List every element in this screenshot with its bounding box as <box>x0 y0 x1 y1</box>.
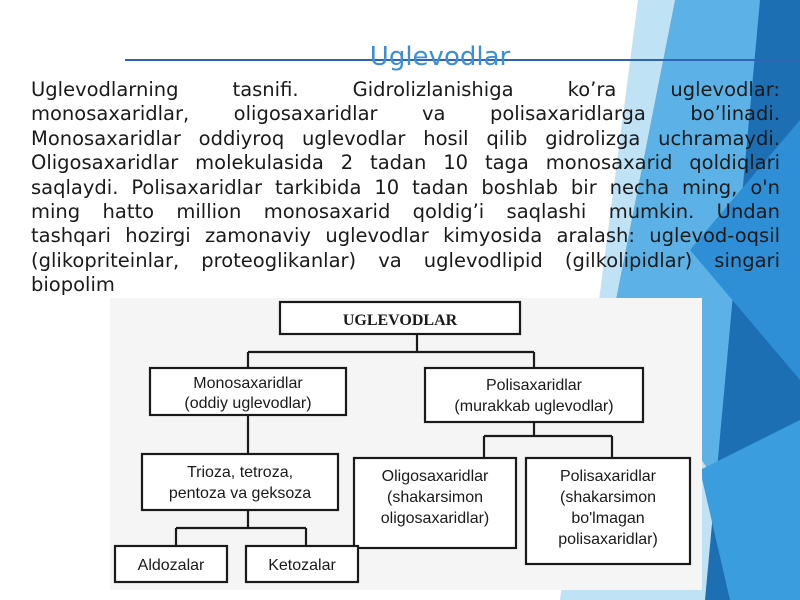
mono-types-label-line: pentoza va geksoza <box>168 485 312 502</box>
paragraph-line: ming hatto million monosaxarid qoldig’i saqlashi mumkin. Undan <box>31 200 780 224</box>
polysugar-label-line: polisaxaridlar) <box>558 531 658 548</box>
paragraph-line: biopolim <box>31 273 115 297</box>
paragraph-line: tashqari hozirgi zamonaviy uglevodlar kimyosida aralash: uglevod-oqsil <box>31 224 780 248</box>
paragraph-line: monosaxaridlar, oligosaxaridlar va polisaxaridlarga bo’linadi. <box>31 102 780 126</box>
paragraph-line: (glikopriteinlar, proteoglikanlar) va uglevodlipid (gilkolipidlar) singari <box>31 248 780 272</box>
aldoses-label: Aldozalar <box>137 557 205 574</box>
poly-label-line: Polisaxaridlar <box>485 377 583 394</box>
paragraph-line: Uglevodlarning tasnifi. Gidrolizlanishiga ko’ra uglevodlar: <box>31 78 780 101</box>
poly-label-line: (murakkab uglevodlar) <box>454 398 614 415</box>
slide-title: Uglevodlar <box>369 42 511 72</box>
ketoses-label: Ketozalar <box>268 557 336 574</box>
oligo-label-line: oligosaxaridlar) <box>380 510 490 527</box>
polysugar-label-line: bo'lmagan <box>571 510 645 527</box>
slide-paragraph <box>31 78 780 298</box>
root-label: UGLEVODLAR <box>342 312 458 329</box>
mono-types-label-line: Trioza, tetroza, <box>186 464 294 481</box>
paragraph-line: Oligosaxaridlar molekulasida 2 tadan 10 taga monosaxarid qoldiqlari <box>31 151 780 175</box>
polysugar-label-line: (shakarsimon <box>559 489 657 506</box>
mono-label-line: (oddiy uglevodlar) <box>184 395 312 412</box>
polysugar-label-line: Polisaxaridlar <box>559 468 657 485</box>
oligo-label-line: (shakarsimon <box>386 489 484 506</box>
mono-label-line: Monosaxaridlar <box>193 375 303 392</box>
classification-diagram <box>110 298 702 590</box>
paragraph-line: saqlaydi. Polisaxaridlar tarkibida 10 tadan boshlab bir necha ming, o'n <box>31 175 780 199</box>
paragraph-line: Monosaxaridlar oddiyroq uglevodlar hosil qilib gidrolizga uchramaydi. <box>31 126 780 150</box>
oligo-label-line: Oligosaxaridlar <box>381 468 489 485</box>
